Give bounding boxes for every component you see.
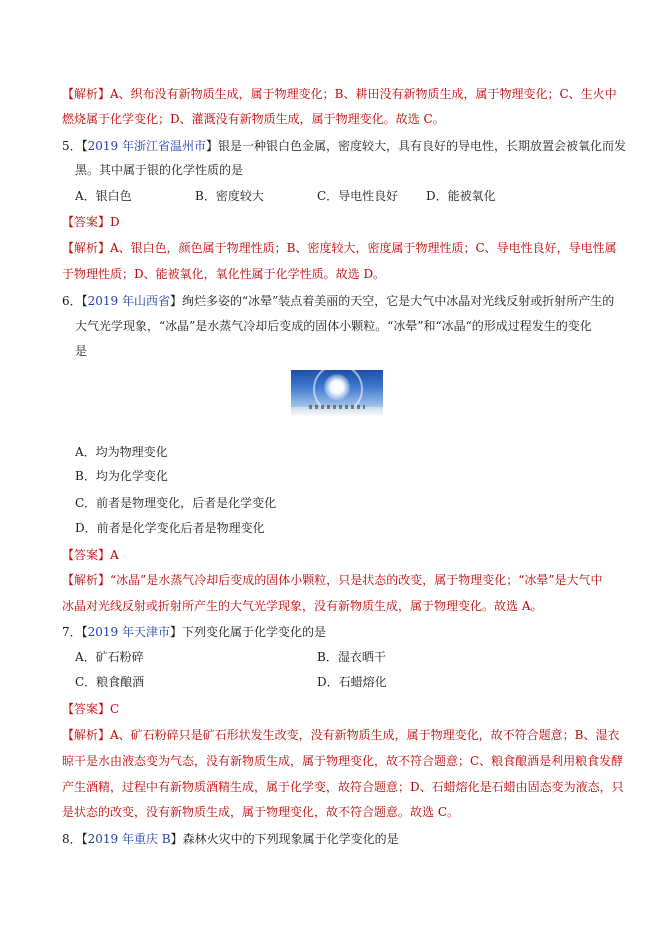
text-segment: 【答案】D: [62, 215, 120, 229]
text-line: [62, 701, 119, 717]
text-segment: 晾干是水由液态变为气态，没有新物质生成，属于物理变化，故不符合题意；C、粮食酿酒是利用粮食发酵: [62, 754, 624, 768]
q5-option-a: A．银白色: [75, 189, 132, 203]
text-line: [62, 727, 620, 743]
text-line: [62, 572, 603, 588]
q5-option-b: B．密度较大: [195, 189, 264, 203]
text-line: [62, 831, 399, 847]
text-line: [62, 598, 542, 614]
q5-option-c: C．导电性良好: [317, 189, 399, 203]
source-tag: 2019 年天津市: [87, 625, 170, 639]
text-segment: 】绚烂多姿的“冰晕”装点着美丽的天空，它是大气中冰晶对光线反射或折射所产生的: [170, 294, 615, 308]
text-segment: 8．【: [62, 832, 88, 846]
text-line: [75, 495, 276, 511]
text-segment: 】下列变化属于化学变化的是: [170, 625, 327, 639]
text-line: [62, 753, 623, 769]
text-line: [62, 240, 617, 256]
text-segment: 冰晶对光线反射或折射所产生的大气光学现象，没有新物质生成，属于物理变化。故选 A。: [62, 599, 543, 613]
text-segment: 【解析】A、织布没有新物质生成，属于物理变化；B、耕田没有新物质生成，属于物理变化；C、生火中: [62, 87, 617, 101]
text-line: [62, 779, 624, 795]
text-segment: 【解析】A、银白色，颜色属于物理性质；B、密度较大，密度属于物理性质；C、导电性良好，导电性属: [62, 241, 617, 255]
source-tag: 2019 年山西省: [87, 294, 170, 308]
q7-option-c: C．粮食酿酒: [75, 675, 145, 689]
text-line: [62, 214, 120, 230]
silhouettes: [309, 405, 365, 409]
text-segment: 【解析】A、矿石粉碎只是矿石形状发生改变，没有新物质生成，属于物理变化，故不符合题意；B、湿衣: [62, 728, 620, 742]
text-segment: 大气光学现象，“冰晶”是水蒸气冷却后变成的固体小颗粒。“冰晕”和“冰晶“的形成过程发生的变化: [75, 319, 592, 333]
text-segment: 6．【: [62, 294, 88, 308]
text-segment: 是: [75, 344, 88, 358]
source-tag: 2019 年重庆 B: [87, 832, 171, 846]
text-segment: 【解析】“冰晶”是水蒸气冷却后变成的固体小颗粒，只是状态的改变，属于物理变化；“冰晕”是大气中: [62, 573, 603, 587]
ice-halo-photo: [291, 370, 383, 417]
text-segment: 燃烧属于化学变化；D、灌溉没有新物质生成，属于物理变化。故选 C。: [62, 112, 445, 126]
text-segment: 是状态的改变，没有新物质生成，属于物理变化，故不符合题意。故选 C。: [62, 805, 459, 819]
sun-glow: [324, 374, 350, 400]
text-segment: C．前者是物理变化，后者是化学变化: [75, 496, 277, 510]
q7-option-a: A．矿石粉碎: [75, 650, 144, 664]
q7-option-d: D．石蜡熔化: [317, 675, 387, 689]
text-line: [75, 318, 592, 334]
source-tag: 2019 年浙江省温州市: [87, 139, 206, 153]
q5-option-d: D．能被氧化: [426, 189, 496, 203]
text-segment: 【答案】A: [62, 548, 119, 562]
text-line: [62, 804, 459, 820]
text-line: [75, 162, 243, 178]
text-segment: 5．【: [62, 139, 88, 153]
text-segment: 【答案】C: [62, 702, 120, 716]
text-segment: 黑。其中属于银的化学性质的是: [75, 163, 244, 177]
text-segment: 7．【: [62, 625, 88, 639]
text-segment: 产生酒精，过程中有新物质酒精生成，属于化学变，故符合题意；D、石蜡熔化是石蜡由固态变为液态，只: [62, 780, 624, 794]
text-line: [62, 266, 385, 282]
text-segment: 】银是一种银白色金属，密度较大，具有良好的导电性，长期放置会被氧化而发: [206, 139, 627, 153]
text-line: [62, 293, 614, 309]
text-line: [62, 547, 119, 563]
text-line: [75, 468, 168, 484]
text-segment: B．均为化学变化: [75, 469, 168, 483]
text-segment: 】森林火灾中的下列现象属于化学变化的是: [170, 832, 399, 846]
text-line: [75, 444, 168, 460]
text-segment: A．均为物理变化: [75, 445, 168, 459]
text-line: [62, 86, 617, 102]
q7-option-b: B．湿衣晒干: [317, 650, 386, 664]
text-segment: 于物理性质；D、能被氧化，氧化性属于化学性质。故选 D。: [62, 267, 386, 281]
text-line: [62, 624, 326, 640]
text-segment: D．前者是化学变化后者是物理变化: [75, 521, 265, 535]
text-line: [75, 343, 87, 359]
text-line: [62, 111, 445, 127]
text-line: [62, 138, 626, 154]
text-line: [75, 520, 265, 536]
